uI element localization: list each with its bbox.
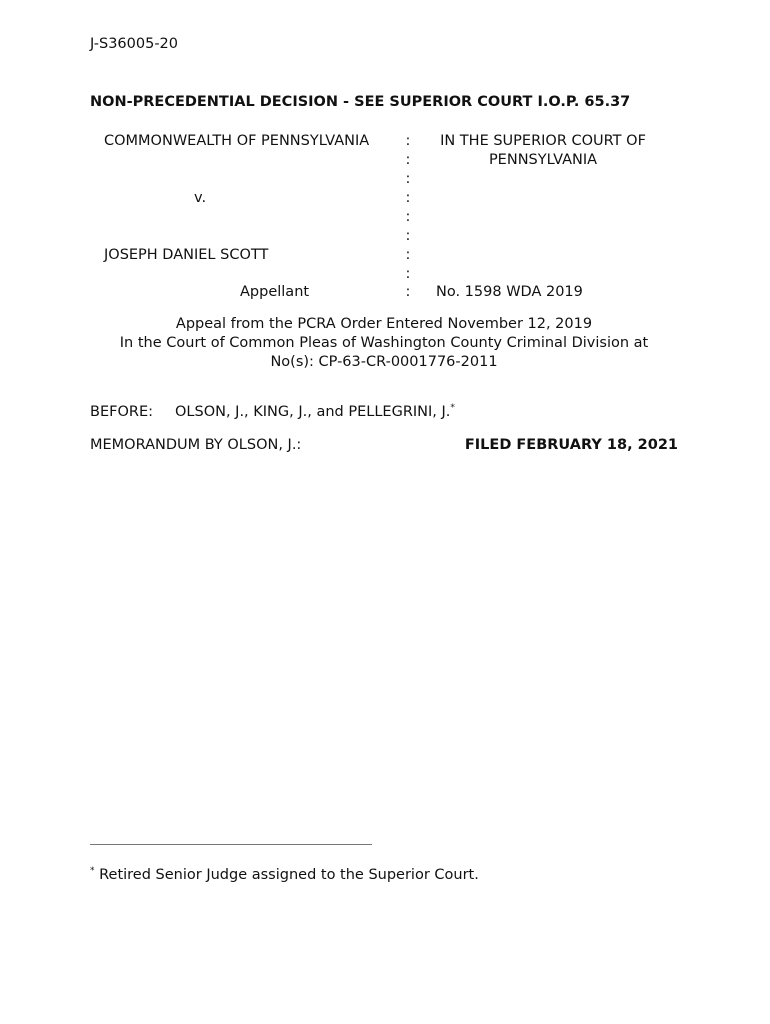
filed-date: FILED FEBRUARY 18, 2021 bbox=[464, 437, 678, 453]
memorandum-author: MEMORANDUM BY OLSON, J.: bbox=[90, 437, 302, 453]
caption-colon: : bbox=[405, 228, 411, 244]
appeal-line-3: No(s): CP-63-CR-0001776-2011 bbox=[270, 354, 498, 370]
caption-colon: : bbox=[405, 209, 411, 225]
footnote-divider bbox=[90, 844, 372, 845]
docket-number: J-S36005-20 bbox=[90, 36, 179, 52]
court-name-line2: PENNSYLVANIA bbox=[488, 152, 598, 168]
caption-colon: : bbox=[405, 171, 411, 187]
footnote-marker: * bbox=[450, 403, 455, 414]
panel-judges-text: OLSON, J., KING, J., and PELLEGRINI, J. bbox=[175, 404, 451, 420]
appellant-role: Appellant bbox=[240, 284, 310, 300]
court-name-line1: IN THE SUPERIOR COURT OF bbox=[440, 133, 646, 149]
footnote-marker: * bbox=[90, 866, 95, 877]
caption-colon: : bbox=[405, 190, 411, 206]
caption-colon: : bbox=[405, 152, 411, 168]
defendant-name: JOSEPH DANIEL SCOTT bbox=[104, 247, 269, 263]
versus-label: v. bbox=[194, 190, 207, 206]
appeal-line-2: In the Court of Common Pleas of Washington County Criminal Division at bbox=[119, 335, 649, 351]
caption-colon: : bbox=[405, 266, 411, 282]
panel-judges bbox=[175, 403, 455, 422]
footnote-text: Retired Senior Judge assigned to the Superior Court. bbox=[99, 867, 479, 883]
plaintiff-name: COMMONWEALTH OF PENNSYLVANIA bbox=[104, 133, 370, 149]
before-label: BEFORE: bbox=[90, 404, 153, 420]
footnote bbox=[90, 866, 479, 885]
caption-colon: : bbox=[405, 247, 411, 263]
caption-colon: : bbox=[405, 133, 411, 149]
appeal-line-1: Appeal from the PCRA Order Entered November 12, 2019 bbox=[175, 316, 593, 332]
case-number: No. 1598 WDA 2019 bbox=[436, 284, 583, 300]
non-precedential-banner: NON-PRECEDENTIAL DECISION - SEE SUPERIOR COURT I.O.P. 65.37 bbox=[90, 94, 631, 110]
caption-colon: : bbox=[405, 284, 411, 300]
